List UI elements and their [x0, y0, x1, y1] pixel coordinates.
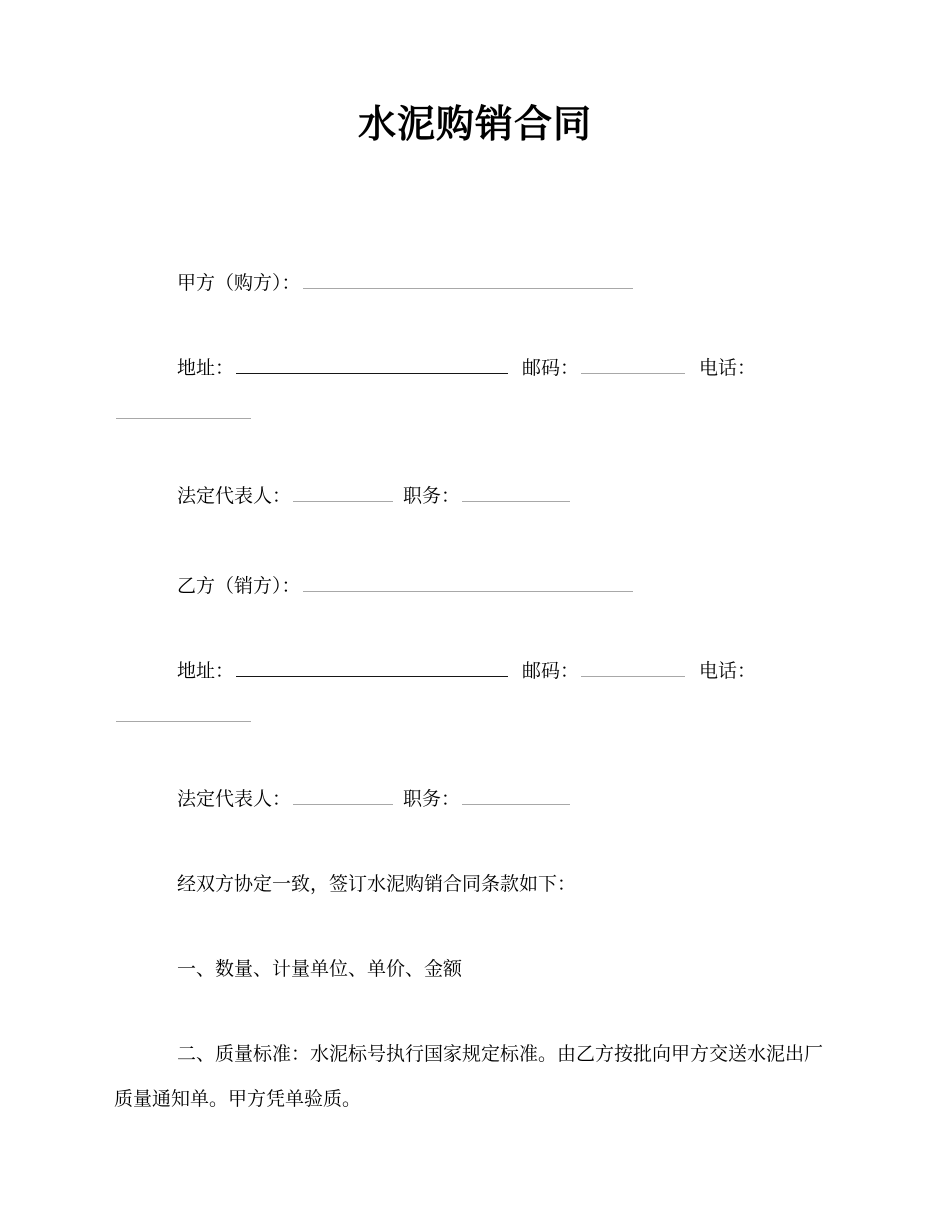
party-a-rep-label: 法定代表人： — [177, 485, 292, 507]
clause-quantity: 一、数量、计量单位、单价、金额 — [177, 958, 463, 980]
clause-quality: 二、质量标准：水泥标号执行国家规定标准。由乙方按批向甲方交送水泥出厂质量通知单。甲方凭单验质。 — [114, 1043, 824, 1110]
party-a-phone-blank — [116, 405, 251, 419]
party-b-rep-label: 法定代表人： — [177, 788, 292, 810]
intro-paragraph: 经双方协定一致，签订水泥购销合同条款如下： — [177, 873, 577, 895]
party-b-label: 乙方（销方）： — [177, 575, 301, 597]
party-a-postcode-label: 邮码： — [522, 357, 580, 379]
party-b-address-blank — [236, 663, 508, 677]
party-b-postcode-blank — [581, 663, 685, 677]
party-b-job-blank — [462, 791, 570, 805]
party-b-phone-blank — [116, 708, 251, 722]
document-title: 水泥购销合同 — [357, 104, 592, 146]
party-b-postcode-label: 邮码： — [522, 660, 580, 682]
party-a-address-label: 地址： — [177, 357, 235, 379]
party-a-label: 甲方（购方）： — [177, 272, 301, 294]
party-a-name-blank — [303, 275, 633, 289]
party-a-job-label: 职务： — [403, 485, 461, 507]
party-a-rep-blank — [293, 488, 393, 502]
party-a-address-blank — [236, 360, 508, 374]
party-b-rep-blank — [293, 791, 393, 805]
party-a-contact-line — [114, 346, 836, 436]
party-a-job-blank — [462, 488, 570, 502]
party-a-line — [114, 261, 836, 306]
party-b-line — [114, 564, 836, 609]
party-b-job-label: 职务： — [403, 788, 461, 810]
party-a-rep-line — [114, 474, 836, 519]
party-b-contact-line — [114, 649, 836, 739]
party-b-name-blank — [303, 578, 633, 592]
party-a-phone-label: 电话： — [699, 357, 757, 379]
party-b-phone-label: 电话： — [699, 660, 757, 682]
party-b-address-label: 地址： — [177, 660, 235, 682]
party-b-rep-line — [114, 777, 836, 822]
party-a-postcode-blank — [581, 360, 685, 374]
